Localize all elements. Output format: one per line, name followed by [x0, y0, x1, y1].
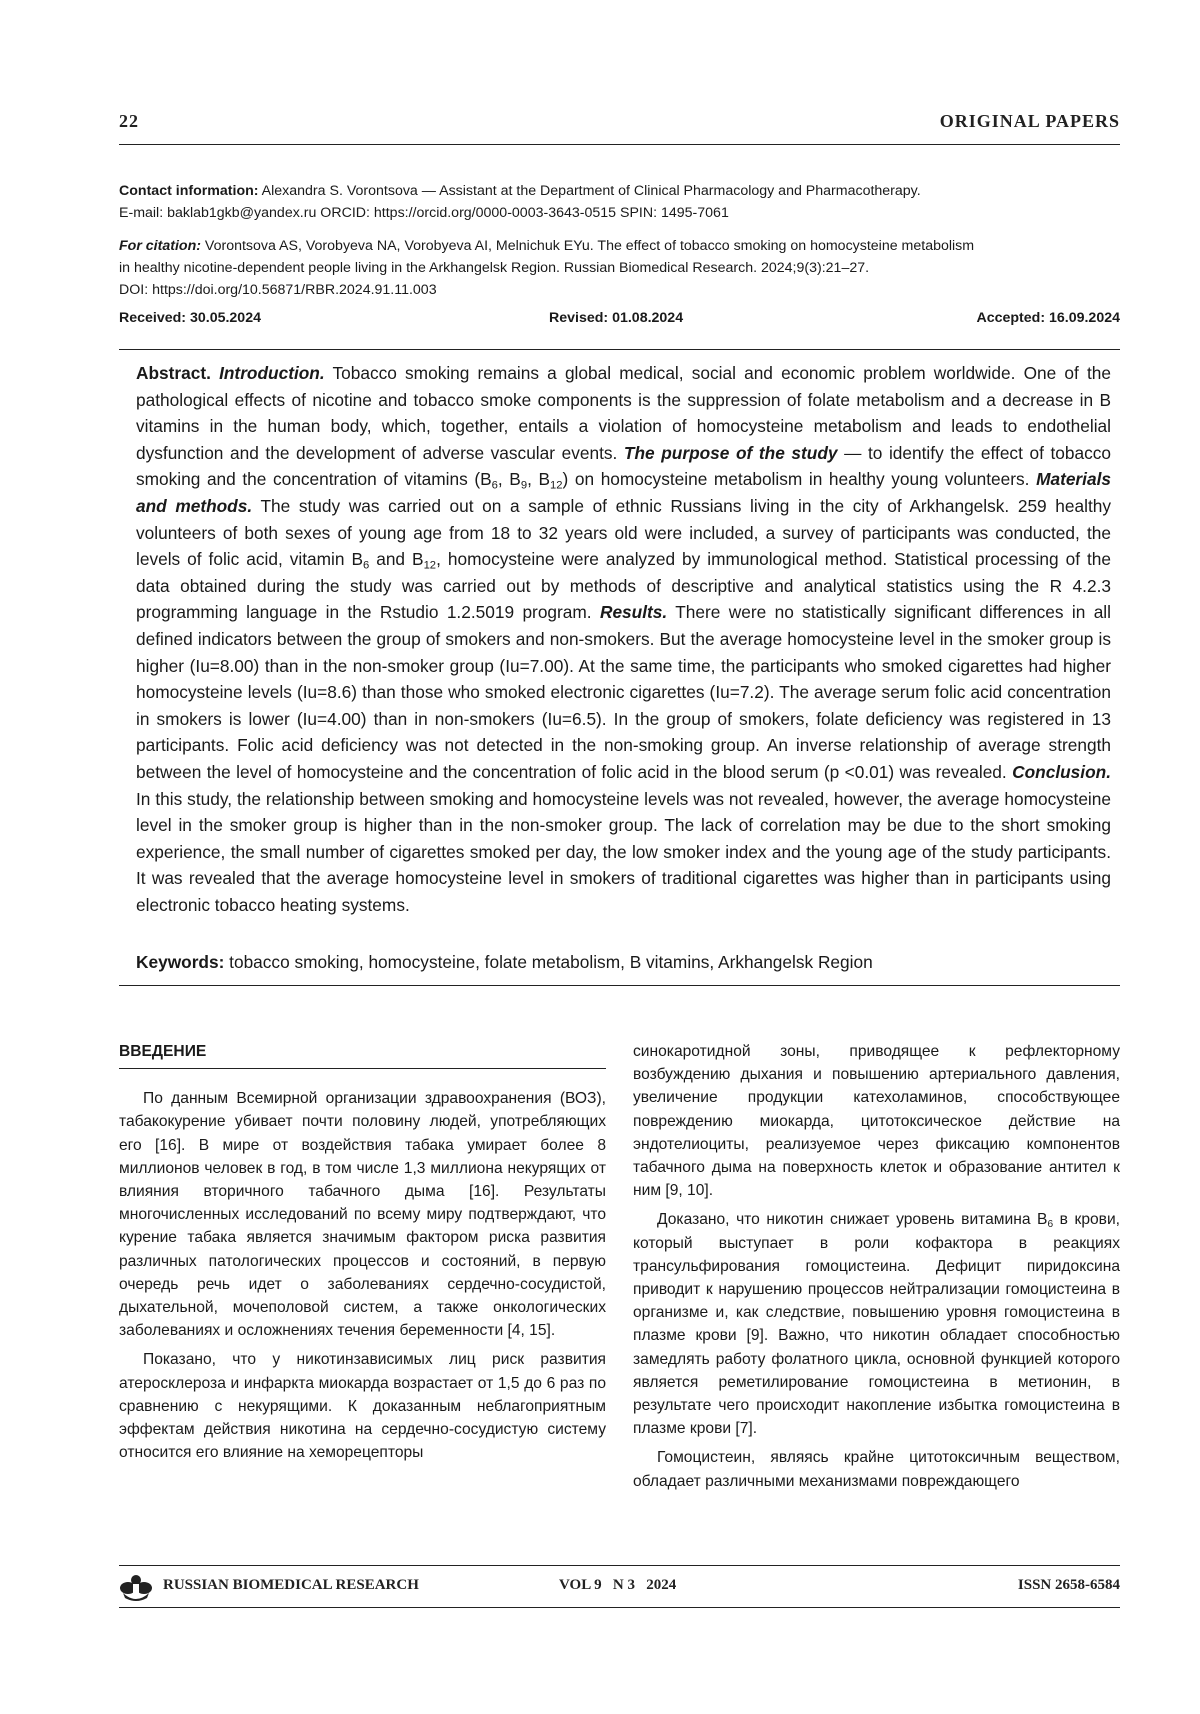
- section-heading-introduction: ВВЕДЕНИЕ: [119, 1040, 606, 1069]
- body-paragraph: [633, 1446, 1120, 1492]
- text-run: По данным Всемирной организации здравоохранения (ВОЗ), табакокурение убивает почти половину людей, употребляющих его [16]. В мире от воздействия табака умирает более 8 миллионов человек в год, в том числе 1,3 миллиона некурящих от влияния вторичного табачного дыма [16]. Результаты многочисленных исследований по всему миру подтверждают, что курение табака является значимым фактором риска развития различных патологических процессов и состояний, в первую очередь речь идет о заболеваниях сердечно-сосудистой, дыхательной, мочеполовой систем, а также онкологических заболеваниях и осложнениях течения беременности [4, 15].: [119, 1090, 606, 1340]
- accepted-date: Accepted: 16.09.2024: [976, 310, 1120, 326]
- emphasis-run: Introduction.: [219, 363, 325, 383]
- text-run: , B: [497, 469, 521, 490]
- text-run: , B: [527, 469, 551, 490]
- right-column-body: [633, 1040, 1120, 1493]
- abstract-top-rule: [119, 349, 1120, 350]
- citation-line-2: in healthy nicotine-dependent people living in the Arkhangelsk Region. Russian Biomedical Research. 2024;9(3):21–27.: [119, 260, 870, 276]
- keywords-text: tobacco smoking, homocysteine, folate metabolism, B vitamins, Arkhangelsk Region: [224, 952, 873, 972]
- text-run: в крови, который выступает в роли кофактора в реакциях трансульфирования гомоцистеина. Дефицит пиридоксина приводит к нарушению процессов нейтрализации гомоцистеина в организме и, как следствие, повышению уровня гомоцистеина в плазме крови [9]. Важно, что никотин обладает способностью замедлять работу фолатного цикла, основной функцией которого является реметилирование гомоцистеина в метионин, в результате чего происходит накопление избытка гомоцистеина в плазме крови [7].: [633, 1211, 1120, 1438]
- body-paragraph: [119, 1348, 606, 1464]
- text-run: Показано, что у никотинзависимых лиц риск развития атеросклероза и инфаркта миокарда возрастает от 1,5 до 6 раз по сравнению с некурящими. К доказанным неблагоприятным эффектам действия никотина на сердечно-сосудистую систему относится его влияние на хеморецепторы: [119, 1351, 606, 1462]
- left-column: [119, 1040, 606, 1464]
- citation: [119, 235, 1079, 301]
- section-label: ORIGINAL PAPERS: [939, 111, 1120, 131]
- text-run: There were no statistically significant differences in all defined indicators between the group of smokers and non-smokers. But the average homocysteine level in the smoker group is higher (Iu=8.00) than in the non-smoker group (Iu=7.00). At the same time, the participants who smoked cigarettes had higher homocysteine levels (Iu=8.6) than those who smoked electronic cigarettes (Iu=7.2). The average serum folic acid concentration in smokers is lower (Iu=4.00) than in non-smokers (Iu=6.5). In the group of smokers, folate deficiency was registered in 13 participants. Folic acid deficiency was not detected in the non-smoking group. An inverse relationship of average strength between the level of homocysteine and the concentration of folic acid in the blood serum (p <0.01) was revealed.: [136, 602, 1111, 782]
- emphasis-run: The purpose of the study: [623, 442, 838, 463]
- footer-rule: [119, 1565, 1120, 1566]
- emphasis-run: Materials and methods.: [136, 469, 1111, 516]
- citation-doi: DOI: https://doi.org/10.56871/RBR.2024.91.11.003: [119, 282, 437, 298]
- subscript: 12: [423, 559, 437, 572]
- citation-text: Vorontsova AS, Vorobyeva NA, Vorobyeva AI, Melnichuk EYu. The effect of tobacco smoking on homocysteine metabolism: [200, 238, 975, 254]
- text-run: In this study, the relationship between smoking and homocysteine levels was not revealed, however, the average homocysteine level in the smoker group is higher than in the non-smoker group. The lack of correlation may be due to the short smoking experience, the small number of cigarettes smoked per day, the low smoker index and the young age of the study participants. It was revealed that the average homocysteine level in smokers of traditional cigarettes was higher than in participants using electronic tobacco heating systems.: [136, 788, 1111, 915]
- front-matter: [119, 180, 1079, 312]
- footer: [119, 1573, 1120, 1603]
- footer-bottom-rule: [119, 1607, 1120, 1608]
- text-run: and B: [369, 549, 424, 570]
- contact-information: [119, 180, 1079, 224]
- contact-text: Alexandra S. Vorontsova — Assistant at the Department of Clinical Pharmacology and Pharmacotherapy.: [258, 183, 921, 199]
- footer-journal-name: RUSSIAN BIOMEDICAL RESEARCH: [163, 1577, 419, 1593]
- subscript: 6: [491, 479, 498, 492]
- emphasis-run: Abstract.: [136, 363, 220, 383]
- subscript: 12: [550, 479, 563, 492]
- text-run: The study was carried out on a sample of ethnic Russians living in the city of Arkhangelsk. 259 healthy volunteers of both sexes of young age from 18 to 32 years old were included, a survey of participants was conducted, the levels of folic acid, vitamin B: [136, 495, 1111, 570]
- footer-issn: ISSN 2658-6584: [1017, 1577, 1120, 1593]
- body-paragraph: [119, 1087, 606, 1342]
- revised-date: Revised: 01.08.2024: [549, 310, 684, 326]
- received-date: Received: 30.05.2024: [119, 310, 261, 326]
- keywords: [136, 952, 1111, 973]
- body-paragraph: [633, 1040, 1120, 1202]
- right-column: [633, 1040, 1120, 1493]
- text-run: Tobacco smoking remains a global medical, social and economic problem worldwide. One of the pathological effects of nicotine and tobacco smoke components is the suppression of folate metabolism and a decrease in B vitamins in the human body, which, together, entails a violation of homocysteine metabolism and leads to endothelial dysfunction and the development of adverse vascular events.: [136, 363, 1112, 463]
- keywords-label: Keywords:: [136, 952, 225, 972]
- emphasis-run: Results.: [599, 602, 668, 623]
- text-run: — to identify the effect of tobacco smoking and the concentration of vitamins (B: [136, 442, 1111, 490]
- text-run: ) on homocysteine metabolism in healthy young volunteers.: [562, 469, 1037, 490]
- subscript: 6: [1047, 1219, 1054, 1231]
- left-column-body: [119, 1087, 606, 1464]
- abstract-bottom-rule: [119, 985, 1120, 986]
- text-run: , homocysteine were analyzed by immunological method. Statistical processing of the data obtained during the study was carried out by methods of descriptive and analytical statistics using the R 4.2.3 programming language in the Rstudio 1.2.5019 program.: [136, 549, 1111, 623]
- emphasis-run: Conclusion.: [1012, 761, 1111, 782]
- subscript: 9: [520, 479, 528, 492]
- contact-ids: E-mail: baklab1gkb@yandex.ru ORCID: https://orcid.org/0000-0003-3643-0515 SPIN: 1495-7061: [119, 205, 729, 221]
- journal-logo-icon: [119, 1573, 153, 1603]
- header-rule: [119, 144, 1120, 145]
- contact-label: Contact information:: [119, 183, 259, 199]
- subscript: 6: [362, 559, 370, 572]
- citation-label: For citation:: [119, 238, 201, 254]
- text-run: синокаротидной зоны, приводящее к рефлекторному возбуждению дыхания и повышению артериального давления, увеличение продукции катехоламинов, способствующее повреждению миокарда, цитотоксическое действие на эндотелиоциты, реализуемое через фиксацию компонентов табачного дыма на поверхность клеток и образование антител к ним [9, 10].: [633, 1043, 1120, 1200]
- abstract: [136, 360, 1111, 918]
- body-paragraph: [633, 1208, 1120, 1440]
- page-number: 22: [119, 111, 139, 131]
- text-run: Доказано, что никотин снижает уровень витамина B: [657, 1211, 1048, 1229]
- footer-issue: VOL 9 N 3 2024: [559, 1577, 677, 1593]
- text-run: Гомоцистеин, являясь крайне цитотоксичным веществом, обладает различными механизмами повреждающего: [633, 1449, 1120, 1490]
